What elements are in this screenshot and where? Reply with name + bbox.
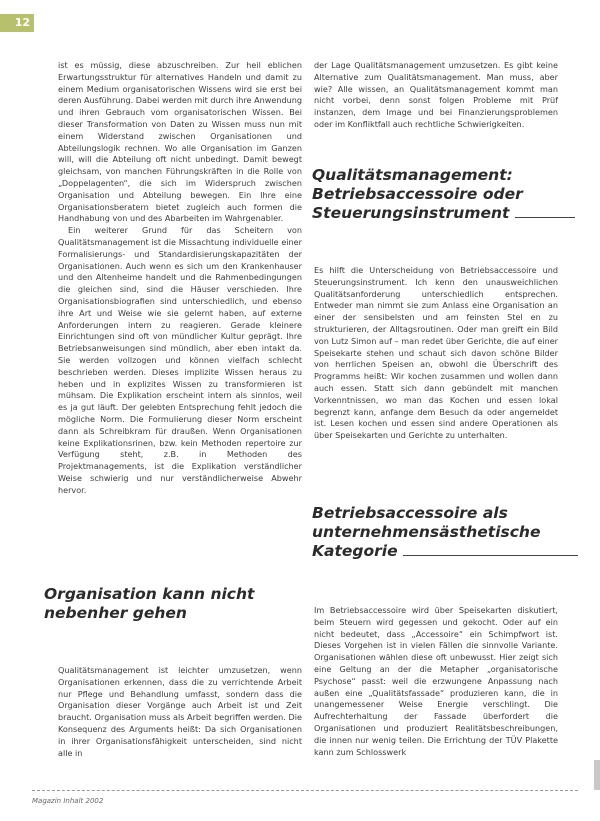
right-heading-1-line-2: Betriebsaccessoire oder	[312, 185, 523, 203]
right-heading-1-line-3: Steuerungsinstrument	[312, 204, 575, 223]
right-heading-2-line-1: Betriebsaccessoire als	[312, 504, 508, 522]
right-heading-2-line-2: unternehmensästhetische	[312, 523, 541, 541]
right-heading-1	[312, 166, 575, 223]
footer-divider	[32, 790, 578, 791]
left-paragraph-1: ist es müssig, diese abzuschreiben. Zur heil eblichen Erwartungsstruktur für alternatives Handeln und damit zu einem Medium organisatorischen Wissens wird sie erst bei deren Ausführung. Dabei werden mit durch ihre Anwendung und ihren Gebrauch vom organisatorischen Wissen. Bei dieser Transformation von Daten zu Wissen muss nun mit einem Widerstand zwischen Organisationen und Abteilungslogik rechnen. Wo alle Organisation im Ganzen will, will die Abteilung oft nicht unbedingt. Damit bewegt gleichsam, von manchen Führungskräften in die Rolle von „Doppelagenten“, die sich im Widerspruch zwischen Organisation und Abteilung bewegen. Ein Ihre eine Organisationsberatern bietet zugleich auch formen die Handhabung von und des Abarbeiten im Wahrgenabler.	[58, 60, 303, 224]
right-paragraph-2: Es hilft die Unterscheidung von Betriebsaccessoire und Steuerungsinstrument. Ich kenn den unausweichlichen Qualitätsanforderung unterschiedlich entsprechen. Entweder man nimmt sie zum Anlass eine Organisation an einer der sensibelsten und am feinsten Stel en zu strukturieren, der Alltagsroutinen. Oder man greift ein Bild von Lutz Simon auf – man redet über Gerichte, die auf einer Speisekarte stehen und schaut sich davon schöne Bilder von herrlichen Speisen an, obwohl die Überschrift des Programms heißt: Wir kochen zusammen und wollen dann auch essen. Statt sich dann gebündelt mit manchen Vorkenntnissen, wo man das Kochen und essen lokal begrenzt kann, anfange dem Besuch da oder angemeldet ist. Lesen kochen und essen sind andere Operationen als über Speisekarten und Gerichte zu unterhalten.	[314, 265, 558, 441]
right-column-bottom	[314, 605, 558, 758]
page-number-badge: 12	[0, 14, 34, 32]
heading-underline	[515, 216, 575, 218]
left-heading	[44, 585, 254, 623]
left-heading-line-1: Organisation kann nicht	[44, 585, 255, 603]
page-edge-mark	[594, 760, 600, 790]
left-heading-line-2: nebenher gehen	[44, 604, 187, 622]
right-heading-1-line-1: Qualitätsmanagement:	[312, 166, 513, 184]
heading-underline	[403, 554, 578, 556]
right-column-top	[314, 60, 558, 131]
right-heading-2-line-3: Kategorie	[312, 542, 578, 561]
left-column	[58, 60, 302, 496]
left-column-bottom	[58, 665, 302, 759]
footer-text: Magazin Inhalt 2002	[32, 797, 104, 805]
right-paragraph-3: Im Betriebsaccessoire wird über Speisekarten diskutiert, beim Steuern wird gegessen und gekocht. Oder auf ein nicht bedeutet, dass „Accessoire“ ein Schimpfwort ist. Dieses Vorgehen ist in vielen Fällen die sinnvolle Variante. Organisationen wählen diese oft unbewusst. Hier zeigt sich eine Geltung an der die Metapher „organisatorische Psychose“ passt: weil die erzwungene Anpassung nach außen eine „Qualitätsfassade“ produzieren kann, die in unangemessener Weise Energie verschlingt. Die Aufrechterhaltung der Fassade überfordert die Organisationen und produziert Realitätsbeschreibungen, die innen nur wenig teilen. Die Errichtung der TÜV Plakette kann zum Schlosswerk	[314, 605, 558, 757]
right-column-middle	[314, 265, 558, 442]
right-paragraph-1: der Lage Qualitätsmanagement umzusetzen. Es gibt keine Alternative zum Qualitätsmanagement. Man muss, aber wie? Alle wissen, an Qualitätsmanagement kommt man nicht vorbei, denn sonst folgen Probleme mit Prüf instanzen, dem Image und bei Finanzierungsproblemen oder im Konfliktfall auch rechtliche Schwierigkeiten.	[314, 60, 558, 129]
left-paragraph-2: Ein weiterer Grund für das Scheitern von Qualitätsmanagement ist die Missachtung individuelle einer Formalisierungs- und Standardisierungskapazitäten der Organisationen. Auch wenn es sich um den Krankenhauser und den Altenheime handelt und die Rahmenbedingungen die gleichen sind, sind die Häuser verschieden. Ihre Organisationsbiografien sind unterschiedlich, und ebenso ihre Art und Weise wie sie gelernt haben, auf externe Anforderungen intern zu reagieren. Gerade kleinere Einrichtungen sind oft von mündlicher Kultur geprägt. Ihre Betriebsanweisungen sind mündlich, aber eben intakt da. Sie werden vollzogen und können vielfach schlecht beschrieben werden. Dieses implizite Wissen heraus zu heben und in explizites Wissen zu transformieren ist mühsam. Die Explikation erscheint intern als sinnlos, weil es ja gut läuft. Der gelebten Entsprechung fehlt jedoch die mögliche Norm. Die Formulierung dieser Norm erscheint dann als Schreibkram für draußen. Wenn Organisationen keine Explikationsrinen, bzw. kein Methoden repertoire zur Verfügung steht, z.B. in Methoden des Projektmanagements, ist die Explikation verständlicher Weise schwierig und nur verständlicherweise Abwehr hervor.	[58, 225, 302, 495]
left-paragraph-3: Qualitätsmanagement ist leichter umzusetzen, wenn Organisationen erkennen, dass die zu verrichtende Arbeit nur Pflege und Behandlung umfasst, sondern dass die Organisation dieser Vorgänge auch Arbeit ist und Zeit braucht. Organisation muss als Arbeit begriffen werden. Die Konsequenz des Arguments heißt: Da sich Organisationen in ihrer Organisationsfähigkeit unterscheiden, sind nicht alle in	[58, 665, 302, 758]
right-heading-2	[312, 504, 578, 561]
